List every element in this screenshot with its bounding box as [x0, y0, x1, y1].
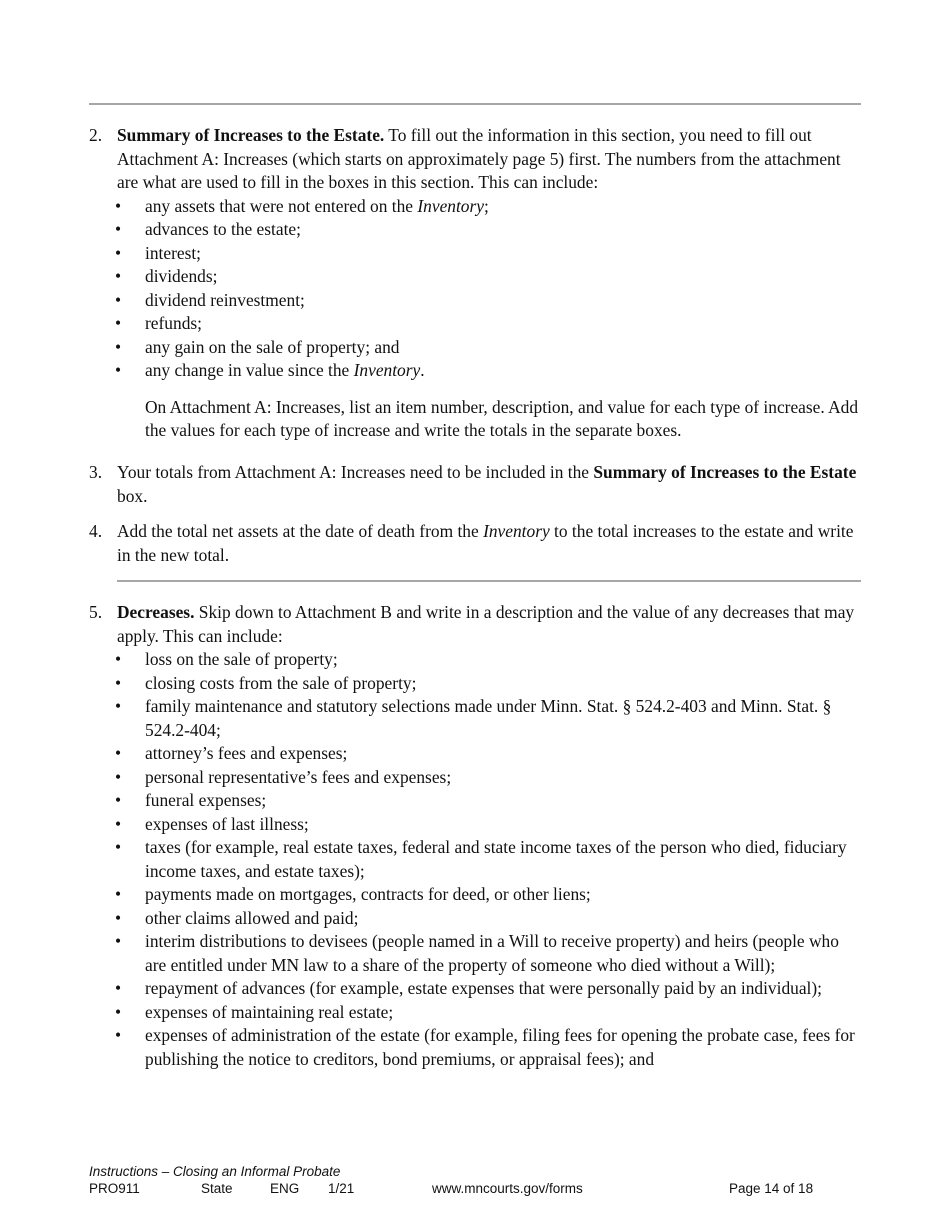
list-item: • any assets that were not entered on the Inventory; [89, 195, 861, 219]
item-intro: To fill out the information in this section, you need to fill out Attachment A: Increases (which starts on approximately page 5) first. The numbers from the attachment are what are used to fill in the boxes in this section. This can include: [117, 125, 841, 192]
list-item: • funeral expenses; [89, 789, 861, 813]
item-number: 4. [89, 521, 103, 541]
top-divider [89, 103, 861, 105]
footer-meta-row [89, 1180, 861, 1197]
list-item: • interim distributions to devisees (people named in a Will to receive property) and heirs (people who are entitled under MN law to a share of the property of someone who died without a Will); [115, 931, 839, 975]
bullet-icon: • [115, 1025, 122, 1045]
footer-title: Instructions – Closing an Informal Probate [89, 1164, 341, 1179]
bullet-icon: • [115, 766, 122, 787]
bullet-icon: • [115, 360, 122, 380]
list-item: • taxes (for example, real estate taxes, federal and state income taxes of the person who died, fiduciary income taxes, and estate taxes); [115, 837, 847, 881]
page-number: Page 14 of 18 [729, 1181, 814, 1196]
increases-list [89, 195, 861, 383]
bullet-icon: • [115, 743, 122, 763]
bullet-icon: • [115, 837, 122, 857]
item-number: 5. [89, 602, 103, 622]
bullet-icon: • [115, 649, 122, 669]
bullet-icon: • [115, 790, 122, 810]
list-item: • loss on the sale of property; [89, 648, 861, 672]
bullet-icon: • [115, 242, 122, 263]
bullet-icon: • [115, 907, 122, 928]
website-link[interactable]: www.mncourts.gov/forms [432, 1181, 583, 1196]
list-item: • closing costs from the sale of property; [89, 672, 861, 696]
item-number: 3. [89, 462, 103, 482]
bullet-icon: • [115, 266, 122, 286]
item-heading: Summary of Increases to the Estate. [117, 125, 385, 145]
list-item: • any change in value since the Inventory. [89, 359, 861, 383]
list-item: • expenses of maintaining real estate; [89, 1001, 861, 1025]
bullet-icon: • [115, 1001, 122, 1022]
bullet-icon: • [115, 289, 122, 310]
item-followup: On Attachment A: Increases, list an item number, description, and value for each type of increase. Add the values for each type of increase and write the totals in the separate boxes. [145, 396, 859, 440]
section-divider [117, 580, 861, 582]
bullet-icon: • [115, 696, 122, 716]
list-item: • attorney’s fees and expenses; [89, 742, 861, 766]
instruction-item-5 [89, 601, 861, 1071]
instruction-item-3: 3. Your totals from Attachment A: Increases need to be included in the Summary of Increases to the Estate box. [89, 462, 857, 506]
list-item: • other claims allowed and paid; [89, 907, 861, 931]
list-item: • expenses of last illness; [89, 813, 861, 837]
page-footer [89, 1163, 861, 1197]
bullet-icon: • [115, 672, 122, 693]
list-item: • dividends; [89, 265, 861, 289]
form-id: PRO911 [89, 1181, 140, 1196]
list-item: • repayment of advances (for example, estate expenses that were personally paid by an individual); [89, 977, 861, 1001]
instruction-item-4: 4. Add the total net assets at the date of death from the Inventory to the total increases to the estate and write in the new total. [89, 521, 854, 565]
item-heading: Decreases. [117, 602, 195, 622]
bullet-icon: • [115, 884, 122, 904]
list-item: • payments made on mortgages, contracts for deed, or other liens; [89, 883, 861, 907]
bullet-icon: • [115, 313, 122, 333]
decreases-list [89, 648, 861, 1071]
list-item: • personal representative’s fees and expenses; [89, 766, 861, 790]
list-item: • expenses of administration of the estate (for example, filing fees for opening the probate case, fees for publishing the notice to creditors, bond premiums, or appraisal fees); and [115, 1025, 855, 1069]
list-item: • any gain on the sale of property; and [89, 336, 861, 360]
bullet-icon: • [115, 931, 122, 951]
instruction-item-2 [89, 124, 861, 443]
list-item: • dividend reinvestment; [89, 289, 861, 313]
revision-date: 1/21 [328, 1181, 355, 1196]
bullet-icon: • [115, 195, 122, 216]
jurisdiction: State [201, 1181, 233, 1196]
language-code: ENG [270, 1181, 300, 1196]
bullet-icon: • [115, 813, 122, 834]
item-intro: Skip down to Attachment B and write in a description and the value of any decreases that may apply. This can include: [117, 602, 855, 646]
item-number: 2. [89, 125, 103, 145]
bullet-icon: • [115, 336, 122, 357]
bullet-icon: • [115, 219, 122, 239]
bullet-icon: • [115, 978, 122, 998]
list-item: • advances to the estate; [89, 218, 861, 242]
list-item: • interest; [89, 242, 861, 266]
list-item: • family maintenance and statutory selections made under Minn. Stat. § 524.2-403 and Minn. Stat. § 524.2-404; [115, 696, 832, 740]
list-item: • refunds; [89, 312, 861, 336]
